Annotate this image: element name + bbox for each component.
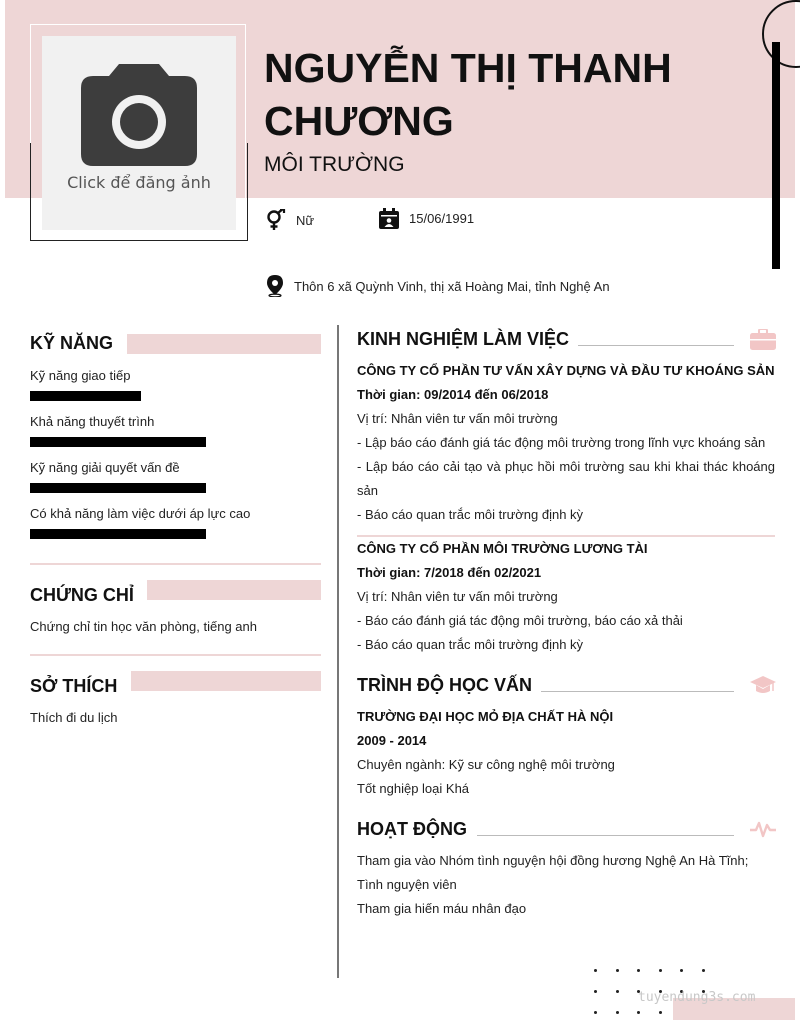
skill-level-bar xyxy=(30,437,206,447)
gender-info xyxy=(266,209,314,231)
activity-line: Tình nguyện viên xyxy=(357,877,457,892)
job-position: Vị trí: Nhân viên tư vấn môi trường xyxy=(357,411,558,426)
decoration-dot xyxy=(594,969,597,972)
graduation-cap-icon xyxy=(750,676,776,695)
certificates-title-bar xyxy=(147,580,321,600)
job-company: CÔNG TY CỔ PHẦN TƯ VẤN XÂY DỰNG VÀ ĐẦU TƯ KHOÁNG SẢN xyxy=(357,363,775,378)
education-title: TRÌNH ĐỘ HỌC VẤN xyxy=(357,675,532,695)
job-company: CÔNG TY CỔ PHẦN MÔI TRƯỜNG LƯƠNG TÀI xyxy=(357,541,648,556)
activities-title-line xyxy=(477,835,734,836)
school-years: 2009 - 2014 xyxy=(357,733,427,748)
education-title-line xyxy=(541,691,734,692)
activities-title: HOẠT ĐỘNG xyxy=(357,819,467,839)
briefcase-icon xyxy=(750,329,776,350)
decoration-dot xyxy=(616,969,619,972)
job-position: Vị trí: Nhân viên tư vấn môi trường xyxy=(357,589,558,604)
school-name: TRƯỜNG ĐẠI HỌC MỎ ĐỊA CHẤT HÀ NỘI xyxy=(357,709,614,724)
gender-value: Nữ xyxy=(296,212,315,228)
camera-icon xyxy=(81,64,197,166)
job-separator xyxy=(357,535,775,537)
watermark: tuyendung3s.com xyxy=(638,990,756,1005)
pulse-icon xyxy=(750,820,776,838)
skills-title-bar xyxy=(127,334,321,354)
experience-title-line xyxy=(578,345,734,346)
job-duty: sản xyxy=(357,483,378,498)
decoration-dot xyxy=(680,969,683,972)
experience-title: KINH NGHIỆM LÀM VIỆC xyxy=(357,329,570,349)
skill-label: Có khả năng làm việc dưới áp lực cao xyxy=(30,506,251,521)
skill-label: Khả năng thuyết trình xyxy=(30,414,155,429)
school-grade: Tốt nghiệp loại Khá xyxy=(357,781,470,796)
job-time: Thời gian: 7/2018 đến 02/2021 xyxy=(357,565,542,580)
activity-line: Tham gia vào Nhóm tình nguyện hội đồng hương Nghệ An Hà Tĩnh; xyxy=(357,853,749,868)
section-separator xyxy=(30,654,321,656)
map-pin-icon xyxy=(266,275,284,297)
photo-upload[interactable] xyxy=(42,36,236,230)
job-duty: - Lập báo cáo đánh giá tác động môi trường trong lĩnh vực khoáng sản xyxy=(357,435,766,450)
address-value: Thôn 6 xã Quỳnh Vinh, thị xã Hoàng Mai, tỉnh Nghệ An xyxy=(294,278,610,294)
section-separator xyxy=(30,563,321,565)
activity-line: Tham gia hiến máu nhân đạo xyxy=(357,901,527,916)
decoration-dot xyxy=(702,969,705,972)
decoration-dot xyxy=(659,969,662,972)
job-duty: - Lập báo cáo cải tạo và phục hồi môi trường sau khi khai thác khoáng xyxy=(357,459,775,474)
skill-label: Kỹ năng giải quyết vấn đề xyxy=(30,460,180,475)
calendar-icon xyxy=(379,208,399,229)
hobbies-title: SỞ THÍCH xyxy=(30,676,118,696)
hobbies-title-bar xyxy=(131,671,321,691)
job-duty: - Báo cáo quan trắc môi trường định kỳ xyxy=(357,637,584,652)
job-duty: - Báo cáo quan trắc môi trường định kỳ xyxy=(357,507,584,522)
candidate-name: NGUYỄN THỊ THANH CHƯƠNG xyxy=(264,45,672,144)
column-divider xyxy=(337,325,339,978)
address-info xyxy=(266,275,610,297)
skill-label: Kỹ năng giao tiếp xyxy=(30,368,131,383)
birthday-value: 15/06/1991 xyxy=(409,211,475,226)
job-time: Thời gian: 09/2014 đến 06/2018 xyxy=(357,387,549,402)
decoration-dot xyxy=(594,990,597,993)
job-duty: - Báo cáo đánh giá tác động môi trường, báo cáo xả thải xyxy=(357,613,683,628)
gender-icon xyxy=(266,209,286,231)
decoration-dot xyxy=(637,969,640,972)
skill-level-bar xyxy=(30,483,206,493)
skill-level-bar xyxy=(30,529,206,539)
certificates-title: CHỨNG CHỈ xyxy=(30,585,134,605)
decoration-dot xyxy=(616,1011,619,1014)
certificates-text: Chứng chỉ tin học văn phòng, tiếng anh xyxy=(30,619,257,634)
skills-title: KỸ NĂNG xyxy=(30,333,114,353)
decoration-dot xyxy=(594,1011,597,1014)
decoration-dot xyxy=(659,1011,662,1014)
school-major: Chuyên ngành: Kỹ sư công nghệ môi trường xyxy=(357,757,615,772)
skill-level-bar xyxy=(30,391,141,401)
decoration-dot xyxy=(637,1011,640,1014)
corner-bar-decoration xyxy=(772,42,780,269)
hobbies-text: Thích đi du lịch xyxy=(30,710,118,725)
birthday-info xyxy=(379,208,474,229)
photo-caption: Click để đăng ảnh xyxy=(67,173,211,192)
job-title: MÔI TRƯỜNG xyxy=(264,153,405,176)
decoration-dot xyxy=(616,990,619,993)
